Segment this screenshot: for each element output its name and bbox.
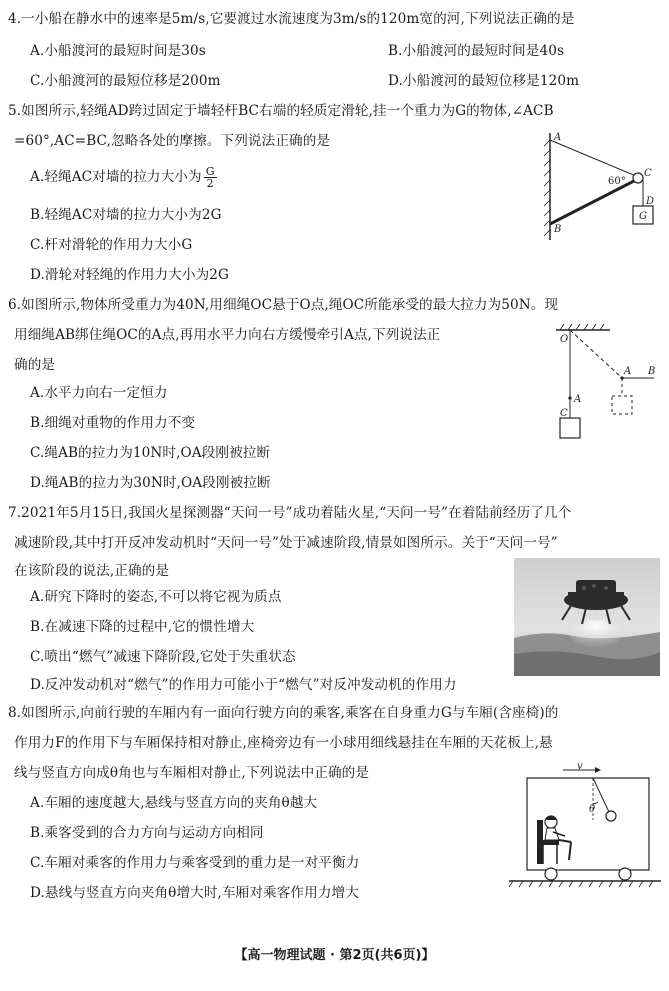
q5-option-a-text: A.轻绳AC对墙的拉力大小为 <box>30 169 202 185</box>
q5-fraction-numerator: G <box>205 165 215 178</box>
q6-label-c: C <box>560 408 568 419</box>
q5-stem-line2: =60°,AC=BC,忽略各处的摩擦。下列说法正确的是 <box>14 133 331 149</box>
q8-option-b: B.乘客受到的合力方向与运动方向相同 <box>30 825 264 841</box>
q6-label-a-vertical: A <box>574 394 582 405</box>
q8-option-d: D.悬线与竖直方向夹角θ增大时,车厢对乘客作用力增大 <box>30 885 359 901</box>
q8-stem-line1: 8.如图所示,向前行驶的车厢内有一面向行驶方向的乘客,乘客在自身重力G与车厢(含座椅)的 <box>8 705 559 721</box>
q5-fraction-denominator: 2 <box>206 177 214 190</box>
q5-label-g: G <box>639 211 647 222</box>
q6-stem-line1: 6.如图所示,物体所受重力为40N,用细绳OC悬于O点,绳OC所能承受的最大拉力为50N。现 <box>8 297 559 313</box>
q6-label-a-moved: A <box>624 366 632 377</box>
q5-option-a <box>30 166 217 189</box>
q6-option-a: A.水平力向右一定恒力 <box>30 385 168 401</box>
q8-option-c: C.车厢对乘客的作用力与乘客受到的重力是一对平衡力 <box>30 855 360 871</box>
q5-option-d: D.滑轮对轻绳的作用力大小为2G <box>30 267 229 283</box>
q5-angle-label: 60° <box>608 176 626 187</box>
q5-option-b: B.轻绳AC对墙的拉力大小为2G <box>30 207 222 223</box>
q8-label-v: v <box>577 761 583 772</box>
q5-label-d: D <box>646 196 655 207</box>
q6-option-c: C.绳AB的拉力为10N时,OA段刚被拉断 <box>30 445 271 461</box>
q6-rope-figure <box>550 322 662 446</box>
q8-label-theta: θ <box>589 804 596 815</box>
q4-option-b: B.小船渡河的最短时间是40s <box>388 43 565 59</box>
q8-carriage-figure <box>505 760 663 890</box>
q8-option-a: A.车厢的速度越大,悬线与竖直方向的夹角θ越大 <box>30 795 318 811</box>
q6-stem-line2: 用细绳AB绑住绳OC的A点,再用水平力向右方缓慢牵引A点,下列说法正 <box>14 327 441 343</box>
q6-option-d: D.绳AB的拉力为30N时,OA段刚被拉断 <box>30 475 271 491</box>
q6-option-b: B.细绳对重物的作用力不变 <box>30 415 196 431</box>
q7-option-a: A.研究下降时的姿态,不可以将它视为质点 <box>30 589 282 605</box>
q6-label-o: O <box>560 334 569 345</box>
q5-label-b: B <box>554 224 562 235</box>
page-footer: 【高一物理试题 · 第2页(共6页)】 <box>234 948 435 963</box>
q5-option-c: C.杆对滑轮的作用力大小G <box>30 237 193 253</box>
q6-stem-line3: 确的是 <box>14 357 56 373</box>
q5-stem-line1: 5.如图所示,轻绳AD跨过固定于墙轻杆BC右端的轻质定滑轮,挂一个重力为G的物体,∠ACB <box>8 103 554 119</box>
q4-stem: 4.一小船在静水中的速率是5m/s,它要渡过水流速度为3m/s的120m宽的河,下列说法正确的是 <box>8 11 575 27</box>
q7-option-b: B.在减速下降的过程中,它的惯性增大 <box>30 619 255 635</box>
q7-lander-photo <box>514 558 660 676</box>
q7-option-d: D.反冲发动机对“燃气”的作用力可能小于“燃气”对反冲发动机的作用力 <box>30 677 457 693</box>
q5-label-c: C <box>644 168 652 179</box>
q6-label-b: B <box>648 366 656 377</box>
q5-label-a: A <box>554 132 562 143</box>
q5-pulley-figure <box>540 128 660 248</box>
q7-option-c: C.喷出“燃气”减速下降阶段,它处于失重状态 <box>30 649 296 665</box>
q4-option-c: C.小船渡河的最短位移是200m <box>30 73 221 89</box>
q5-option-a-fraction <box>204 166 217 189</box>
q8-stem-line2: 作用力F的作用下与车厢保持相对静止,座椅旁边有一小球用细线悬挂在车厢的天花板上,悬 <box>14 735 553 751</box>
q4-option-d: D.小船渡河的最短位移是120m <box>388 73 580 89</box>
q4-option-a: A.小船渡河的最短时间是30s <box>30 43 206 59</box>
q7-stem-line1: 7.2021年5月15日,我国火星探测器“天问一号”成功着陆火星,“天问一号”在着陆前经历了几个 <box>8 505 572 521</box>
q8-stem-line3: 线与竖直方向成θ角也与车厢相对静止,下列说法中正确的是 <box>14 765 370 781</box>
q7-stem-line2: 减速阶段,其中打开反冲发动机时“天问一号”处于减速阶段,情景如图所示。关于“天问一号” <box>14 535 558 551</box>
q7-stem-line3: 在该阶段的说法,正确的是 <box>14 563 170 579</box>
